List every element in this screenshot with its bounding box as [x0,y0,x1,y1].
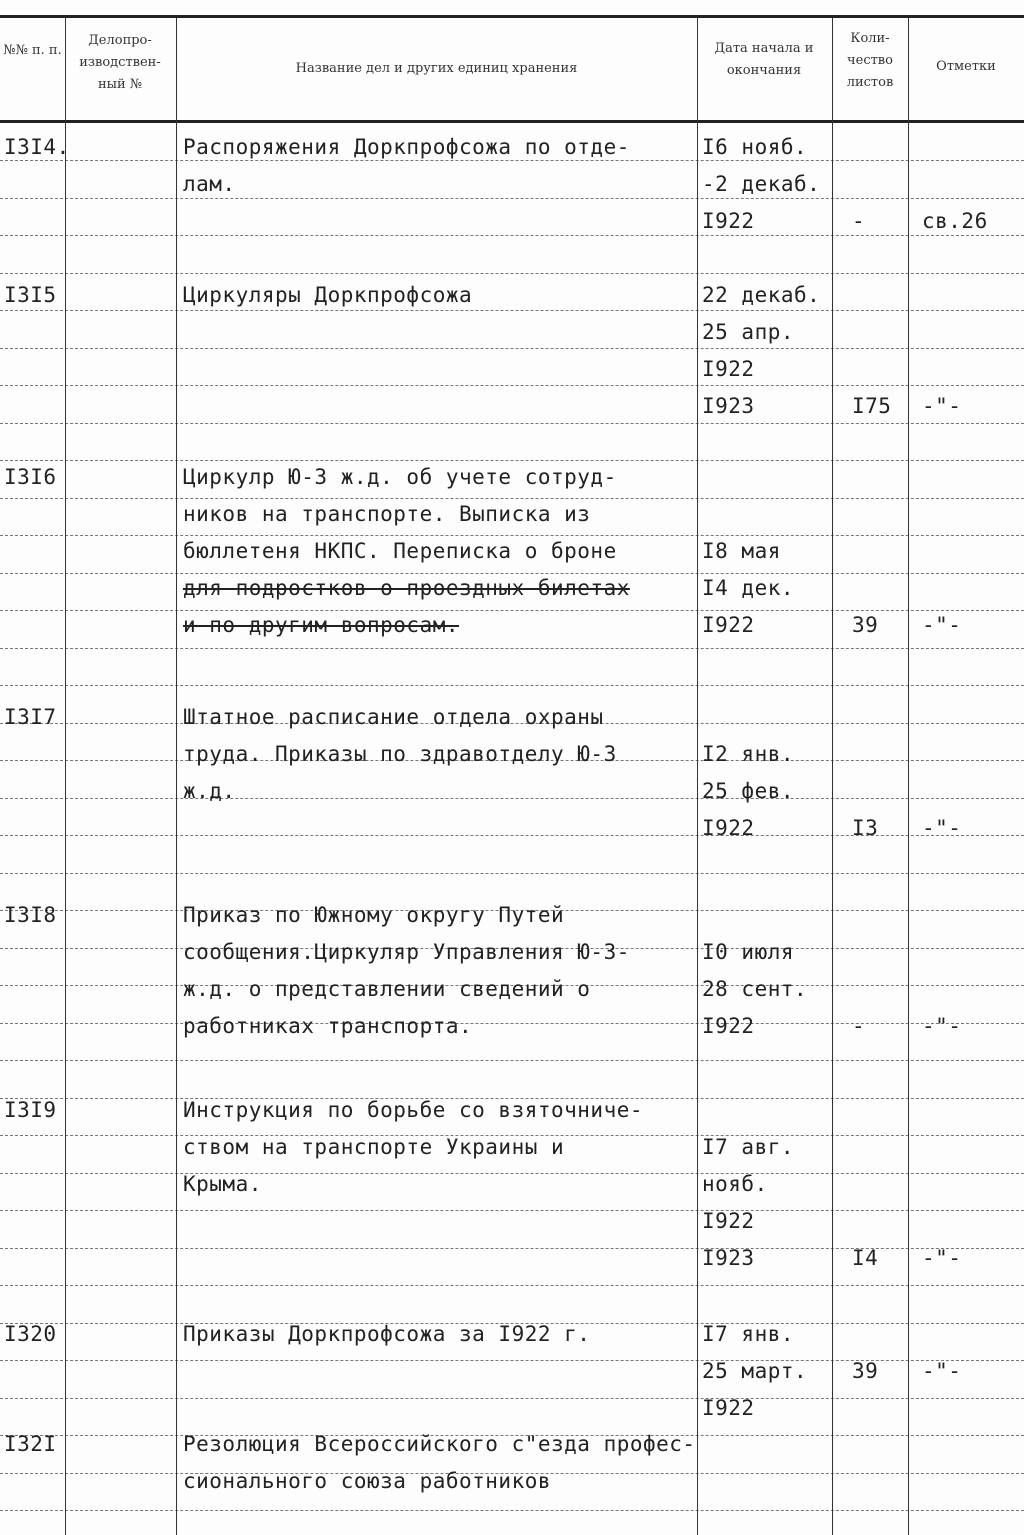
entry-title-line: ж.д. [183,779,236,803]
entry-date: I922 [702,1014,755,1038]
entry-title-line: лам. [183,172,236,196]
entry-sheet-count: I75 [852,394,892,418]
ruled-line [0,573,1024,574]
entry-date: I922 [702,1396,755,1420]
ruled-line [0,798,1024,799]
entry-notes: -"- [922,613,962,637]
entry-number: I320 [4,1322,57,1346]
entry-date: I922 [702,613,755,637]
entry-date: 25 март. [702,1359,808,1383]
entry-notes: -"- [922,1359,962,1383]
column-divider [908,18,909,1535]
entry-title-line: Инструкция по борьбе со взяточниче- [183,1098,644,1122]
entry-title-line: труда. Приказы по здравотделу Ю-3 [183,742,617,766]
entry-sheet-count: I3 [852,816,879,840]
entry-sheet-count: - [852,1014,866,1038]
ruled-line [0,1285,1024,1286]
entry-date: I922 [702,816,755,840]
entry-sheet-count: 39 [852,613,879,637]
entry-date: I922 [702,1209,755,1233]
entry-date: I923 [702,394,755,418]
entry-title-line: для подростков о проездных билетах [183,576,630,600]
ruled-line [0,1023,1024,1024]
entry-date: I6 нояб. [702,135,808,159]
entry-number: I3I7 [4,705,57,729]
entry-date: нояб. [702,1172,768,1196]
entry-date: I2 янв. [702,742,795,766]
entry-notes: -"- [922,394,962,418]
ruled-line [0,235,1024,236]
entry-title-line: Циркуляры Доркпрофсожа [183,283,473,307]
entry-title-line: работниках транспорта. [183,1014,473,1038]
column-divider [176,18,177,1535]
entry-title-line: Циркулр Ю-3 ж.д. об учете сотруд- [183,465,617,489]
entry-notes: св.26 [922,209,988,233]
entry-sheet-count: 39 [852,1359,879,1383]
entry-number: I3I4. [4,135,70,159]
header-notes: Отметки [936,59,996,74]
entry-date: -2 декаб. [702,172,821,196]
column-divider [65,18,66,1535]
entry-title-line: Приказ по Южному округу Путей [183,903,565,927]
ruled-line [0,648,1024,649]
entry-title-line: бюллетеня НКПС. Переписка о броне [183,539,617,563]
ruled-line [0,1210,1024,1211]
ruled-line [0,423,1024,424]
entry-number: I3I6 [4,465,57,489]
entry-date: I7 авг. [702,1135,795,1159]
entry-title-line: сообщения.Циркуляр Управления Ю-3- [183,940,630,964]
entry-number: I3I8 [4,903,57,927]
ruled-line [0,310,1024,311]
ruled-line [0,1173,1024,1174]
entry-sheet-count: - [852,209,866,233]
entry-title-line: Крыма. [183,1172,262,1196]
entry-title-line: ж.д. о представлении сведений о [183,977,591,1001]
entry-date: I7 янв. [702,1322,795,1346]
ruled-line [0,610,1024,611]
ruled-line [0,535,1024,536]
column-divider [832,18,833,1535]
entry-notes: -"- [922,1246,962,1270]
entry-title-line: и по другим вопросам. [183,613,460,637]
ruled-line [0,1510,1024,1511]
entry-number: I3I5 [4,283,57,307]
top-border [0,15,1024,18]
ruled-line [0,348,1024,349]
ruled-line [0,1060,1024,1061]
entry-title-line: сионального союза работников [183,1469,552,1493]
entry-title-line: Резолюция Всероссийского с"езда профес- [183,1432,696,1456]
header-number: №№ п. п. [3,43,62,58]
entry-date: I923 [702,1246,755,1270]
ruled-line [0,385,1024,386]
ruled-line [0,198,1024,199]
entry-title-line: Штатное расписание отдела охраны [183,705,604,729]
entry-number: I32I [4,1432,57,1456]
ruled-line [0,685,1024,686]
header-bottom-border [0,120,1024,123]
entry-number: I3I9 [4,1098,57,1122]
ruled-line [0,873,1024,874]
entry-sheet-count: I4 [852,1246,879,1270]
entry-date: I922 [702,209,755,233]
entry-date: I922 [702,357,755,381]
entry-notes: -"- [922,1014,962,1038]
ruled-line [0,460,1024,461]
entry-title-line: Приказы Доркпрофсожа за I922 г. [183,1322,591,1346]
entry-title-line: Распоряжения Доркпрофсожа по отде- [183,135,630,159]
header-title: Название дел и других единиц хранения [295,61,578,76]
entry-title-line: ством на транспорте Украины и [183,1135,565,1159]
ruled-line [0,498,1024,499]
entry-date: 22 декаб. [702,283,821,307]
entry-date: I8 мая [702,539,781,563]
entry-date: I0 июля [702,940,795,964]
entry-date: 25 фев. [702,779,795,803]
header-office-number: Делопро- изводствен- ный № [79,33,161,92]
ruled-line [0,273,1024,274]
header-dates: Дата начала и окончания [714,41,814,78]
header-sheet-count: Коли- чество листов [846,31,894,90]
column-divider [697,18,698,1535]
entry-date: 28 сент. [702,977,808,1001]
ruled-line [0,160,1024,161]
entry-notes: -"- [922,816,962,840]
entry-date: I4 дек. [702,576,795,600]
ruled-line [0,1398,1024,1399]
entry-title-line: ников на транспорте. Выписка из [183,502,591,526]
entry-date: 25 апр. [702,320,795,344]
